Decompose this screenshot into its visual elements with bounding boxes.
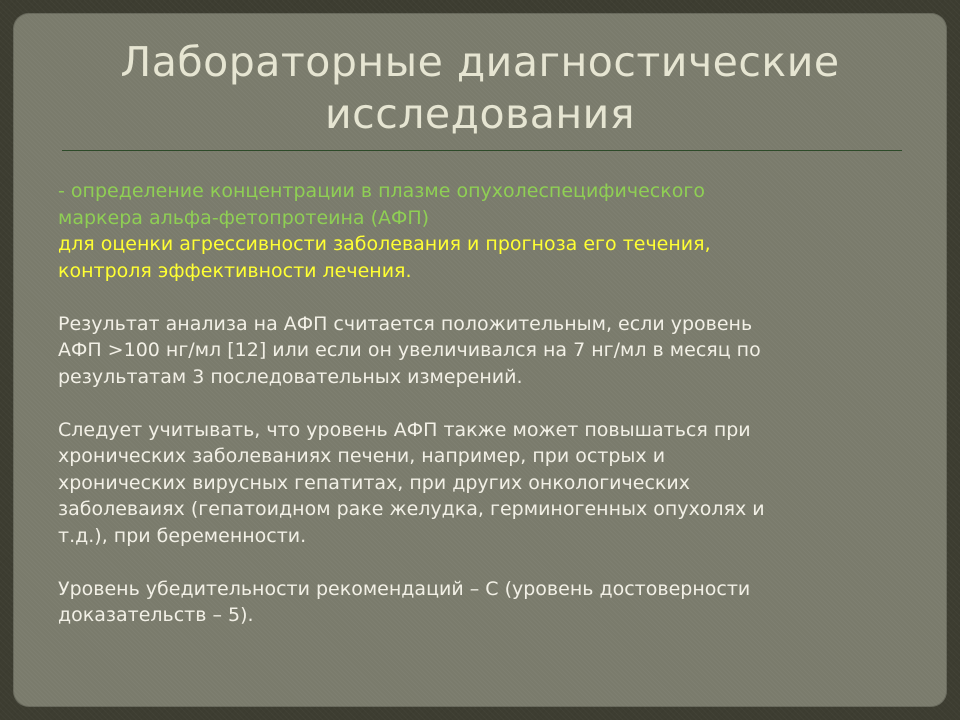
purpose-line-2: контроля эффективности лечения. — [58, 259, 412, 282]
recommendation-line-2: доказательств – 5). — [58, 604, 254, 626]
title-divider — [62, 150, 902, 151]
note-line-4: заболеваиях (гепатоидном раке желудка, герминогенных опухолях и — [58, 498, 765, 520]
intro-line-1: - определение концентрации в плазме опухолеспецифического — [58, 180, 705, 202]
purpose-line-1: для оценки агрессивности заболевания и прогноза его течения, — [58, 233, 711, 255]
paragraph-spacer — [58, 390, 908, 417]
result-line-3: результатам 3 последовательных измерений. — [58, 365, 523, 388]
result-line-2: АФП >100 нг/мл [12] или если он увеличивался на 7 нг/мл в месяц по — [58, 339, 761, 361]
note-line-1: Следует учитывать, что уровень АФП также может повышаться при — [58, 418, 751, 441]
paragraph-spacer — [58, 284, 908, 311]
slide-title-line-1: Лабораторные диагностические — [120, 38, 840, 86]
recommendation-line-1: Уровень убедительности рекомендаций – C (уровень достоверности — [58, 577, 751, 600]
slide-title-line-2: исследования — [325, 90, 635, 138]
note-line-3: хронических вирусных гепатитах, при других онкологических — [58, 471, 690, 494]
intro-line-2: маркера альфа-фетопротеина (АФП) — [58, 206, 430, 229]
note-line-5: т.д.), при беременности. — [58, 524, 307, 547]
slide-body — [58, 178, 908, 629]
paragraph-spacer — [58, 549, 908, 576]
slide-title — [13, 36, 947, 140]
result-line-1: Результат анализа на АФП считается положительным, если уровень — [58, 312, 753, 335]
note-line-2: хронических заболеваниях печени, например, при острых и — [58, 445, 666, 467]
